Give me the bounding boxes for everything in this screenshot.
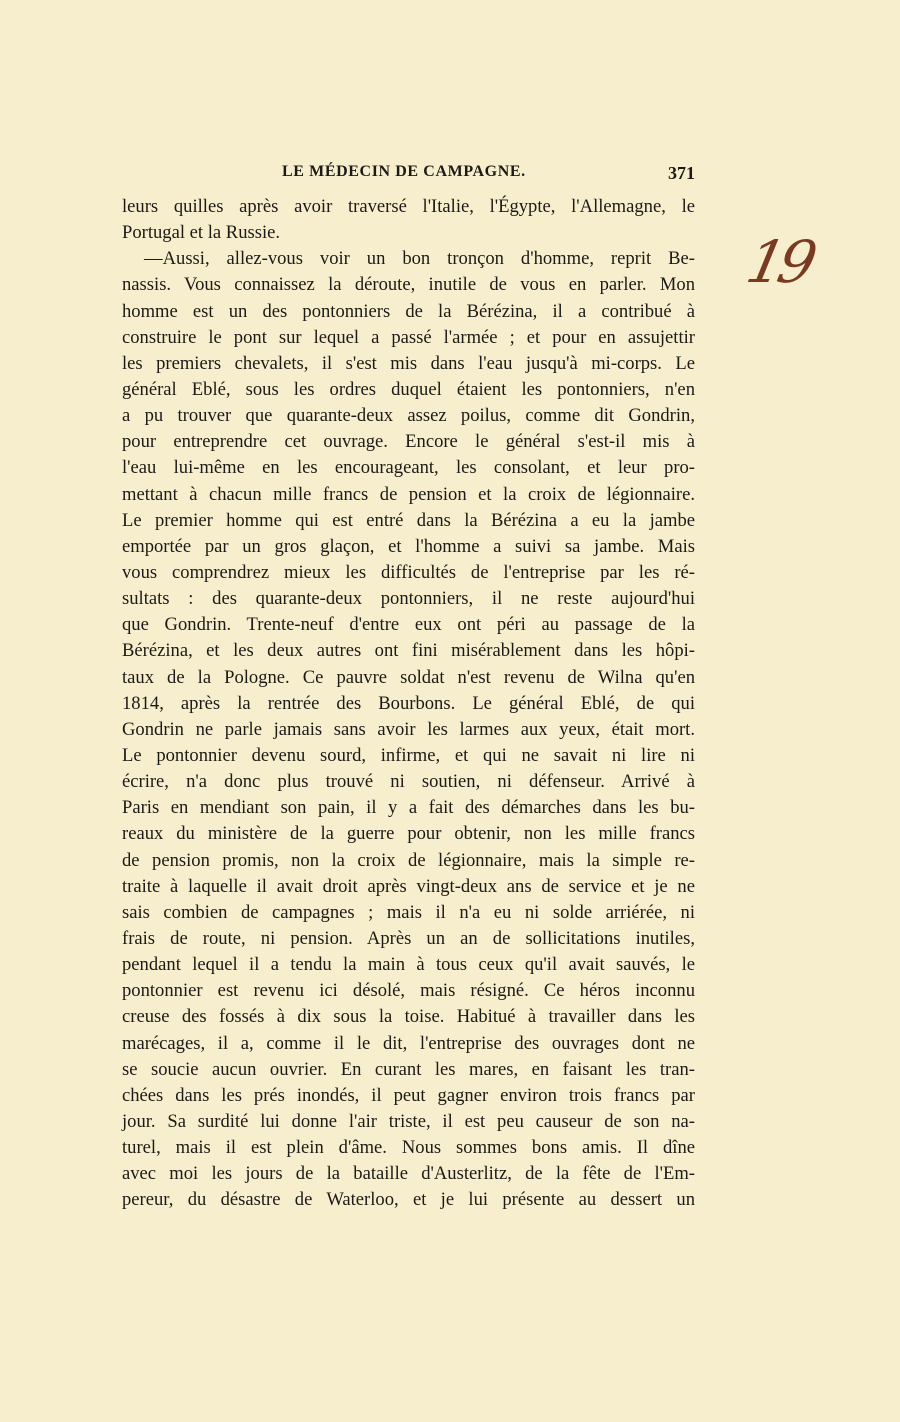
text-line: nassis. Vous connaissez la déroute, inutile de vous en parler. Mon — [122, 274, 695, 296]
text-line: leurs quilles après avoir traversé l'Italie, l'Égypte, l'Allemagne, le — [122, 196, 695, 217]
text-line: de pension promis, non la croix de légionnaire, mais la simple re- — [122, 849, 695, 871]
text-line: avec moi les jours de la bataille d'Austerlitz, de la fête de l'Em- — [122, 1163, 695, 1185]
text-line: écrire, n'a donc plus trouvé ni soutien, ni défenseur. Arrivé à — [122, 771, 695, 793]
text-line: 1814, après la rentrée des Bourbons. Le général Eblé, de qui — [122, 692, 695, 714]
text-line: pendant lequel il a tendu la main à tous ceux qu'il avait sauvés, le — [122, 954, 695, 976]
page-number: 371 — [668, 163, 695, 183]
text-line: a pu trouver que quarante-deux assez poilus, comme dit Gondrin, — [122, 405, 695, 427]
text-line: construire le pont sur lequel a passé l'armée ; et pour en assujettir — [122, 326, 695, 348]
text-line: Bérézina, et les deux autres ont fini misérablement dans les hôpi- — [122, 640, 695, 662]
handwritten-margin-note: 19 — [740, 228, 818, 296]
text-line: frais de route, ni pension. Après un an de sollicitations inutiles, — [122, 927, 695, 949]
text-line: Paris en mendiant son pain, il y a fait des démarches dans les bu- — [122, 797, 695, 819]
text-line: se soucie aucun ouvrier. En curant les mares, en faisant les tran- — [122, 1058, 695, 1080]
text-line: creuse des fossés à dix sous la toise. Habitué à travailler dans les — [122, 1006, 695, 1028]
text-line: homme est un des pontonniers de la Bérézina, il a contribué à — [122, 300, 695, 322]
text-line: —Aussi, allez-vous voir un bon tronçon d'homme, reprit Be- — [144, 248, 695, 270]
text-line: emportée par un gros glaçon, et l'homme a suivi sa jambe. Mais — [122, 535, 695, 557]
text-line: taux de la Pologne. Ce pauvre soldat n'est revenu de Wilna qu'en — [122, 666, 695, 688]
text-line: vous comprendrez mieux les difficultés de l'entreprise par les ré- — [122, 561, 695, 583]
text-line: sultats : des quarante-deux pontonniers, il ne reste aujourd'hui — [122, 588, 695, 610]
running-title: LE MÉDECIN DE CAMPAGNE. — [282, 163, 526, 180]
text-line: reaux du ministère de la guerre pour obtenir, non les mille francs — [122, 823, 695, 845]
text-line: général Eblé, sous les ordres duquel étaient les pontonniers, n'en — [122, 378, 695, 400]
text-line: chées dans les prés inondés, il peut gagner environ trois francs par — [122, 1084, 695, 1106]
text-line: l'eau lui-même en les encourageant, les consolant, et leur pro- — [122, 457, 695, 479]
text-line: que Gondrin. Trente-neuf d'entre eux ont péri au passage de la — [122, 614, 695, 636]
text-line: jour. Sa surdité lui donne l'air triste, il est peu causeur de son na- — [122, 1110, 695, 1132]
text-line: pontonnier est revenu ici désolé, mais résigné. Ce héros inconnu — [122, 980, 695, 1002]
text-line: sais combien de campagnes ; mais il n'a eu ni solde arriérée, ni — [122, 901, 695, 923]
text-line: les premiers chevalets, il s'est mis dans l'eau jusqu'à mi-corps. Le — [122, 352, 695, 374]
text-line: Le premier homme qui est entré dans la Bérézina a eu la jambe — [122, 509, 695, 531]
text-line: Le pontonnier devenu sourd, infirme, et qui ne savait ni lire ni — [122, 744, 695, 766]
text-line: Gondrin ne parle jamais sans avoir les larmes aux yeux, était mort. — [122, 718, 695, 740]
text-line: Portugal et la Russie. — [122, 222, 281, 244]
text-line: turel, mais il est plein d'âme. Nous sommes bons amis. Il dîne — [122, 1137, 695, 1159]
text-line: traite à laquelle il avait droit après vingt-deux ans de service et je ne — [122, 875, 695, 897]
text-line: pour entreprendre cet ouvrage. Encore le général s'est-il mis à — [122, 431, 695, 453]
text-line: mettant à chacun mille francs de pension et la croix de légionnaire. — [122, 483, 695, 505]
page-header — [122, 163, 695, 187]
text-line: marécages, il a, comme il le dit, l'entreprise des ouvrages dont ne — [122, 1032, 695, 1054]
body-text — [122, 194, 695, 1213]
text-line: pereur, du désastre de Waterloo, et je lui présente au dessert un — [122, 1189, 695, 1211]
